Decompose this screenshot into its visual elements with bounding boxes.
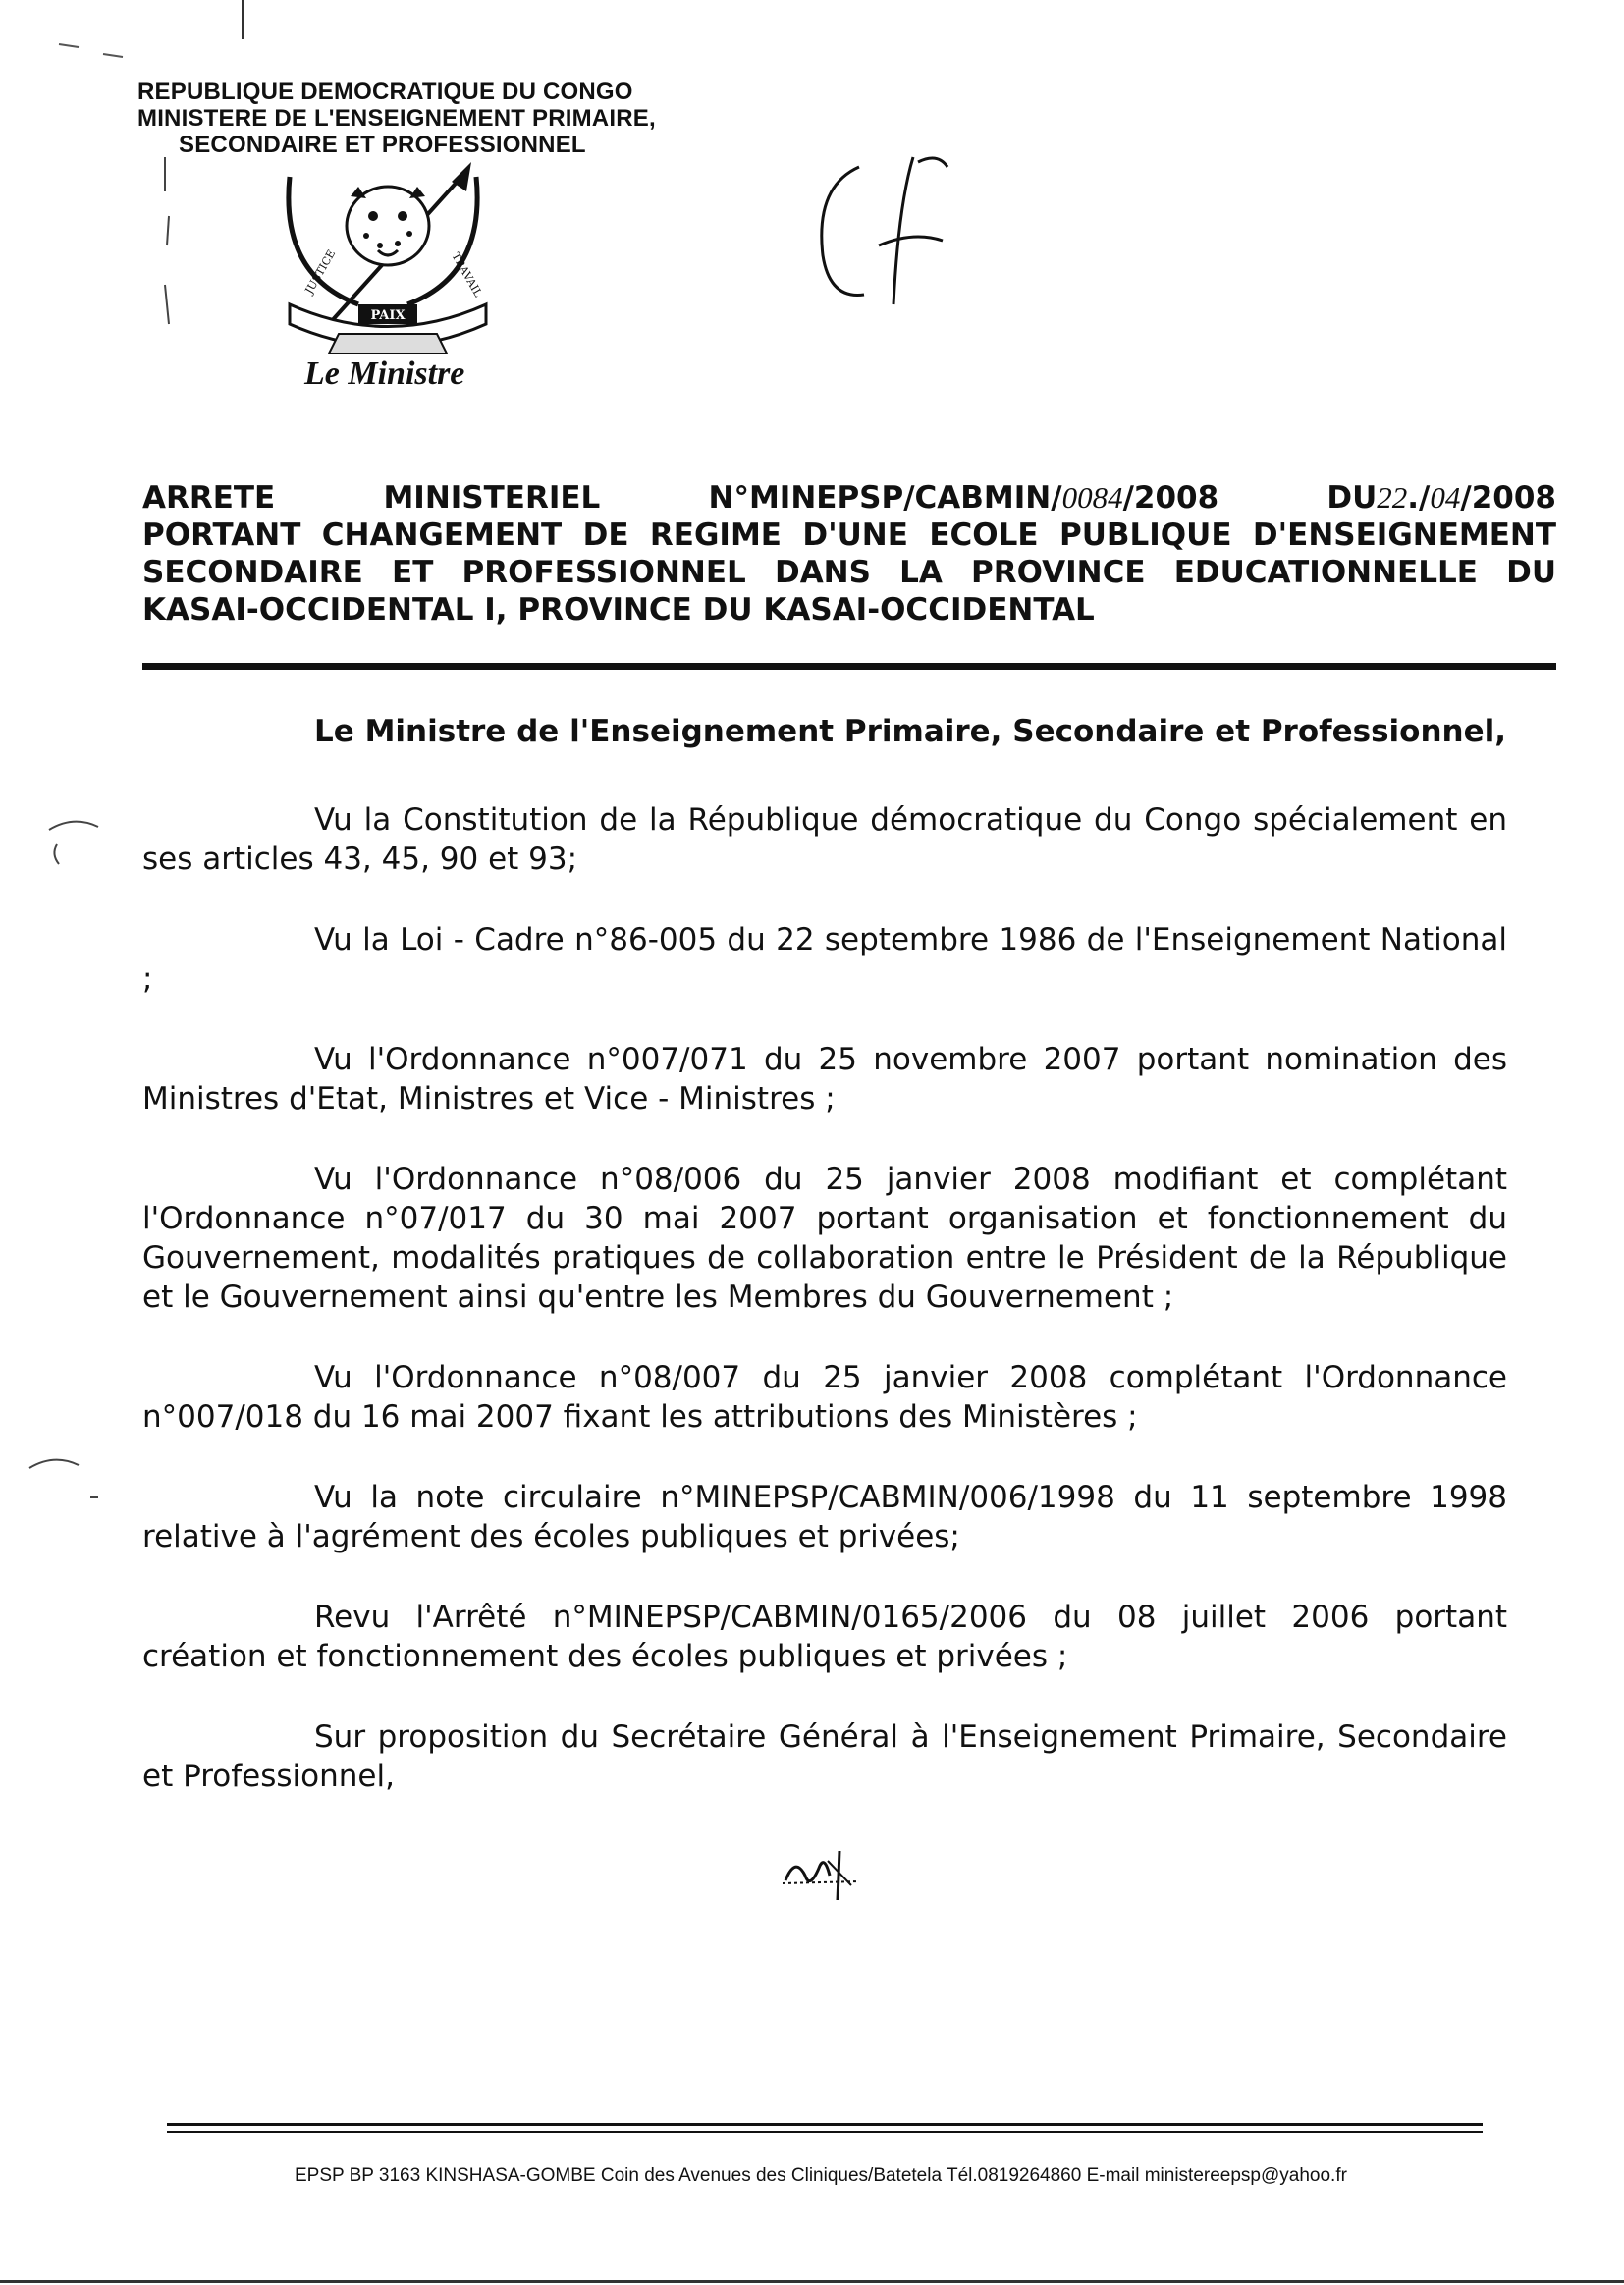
handwritten-initial-mark: [805, 147, 962, 314]
header-ministry-cont: SECONDAIRE ET PROFESSIONNEL: [179, 132, 586, 158]
title-arrete: ARRETE: [142, 480, 276, 516]
paragraph-loi-cadre: Vu la Loi - Cadre n°86-005 du 22 septembre 1986 de l'Enseignement National ;: [142, 922, 1507, 997]
title-ministeriel: MINISTERIEL: [383, 480, 601, 516]
institution-header: [137, 79, 656, 158]
scan-edge-line: [0, 2280, 1624, 2283]
paragraph-ordonnance-007: Vu l'Ordonnance n°08/007 du 25 janvier 2008 complétant l'Ordonnance n°007/018 du 16 mai 2007 fixant les attributions des Ministères ;: [142, 1360, 1507, 1435]
signatory-title: Le Ministre: [304, 355, 465, 392]
decree-title: [142, 479, 1556, 628]
svg-text:JUSTICE: JUSTICE: [302, 247, 339, 297]
title-line-3: SECONDAIRE ET PROFESSIONNEL DANS LA PROVINCE EDUCATIONNELLE DU: [142, 555, 1556, 590]
decree-body: [142, 712, 1507, 1837]
svg-text:TRAVAIL: TRAVAIL: [449, 250, 485, 299]
footer-rule-top: [167, 2123, 1483, 2126]
svg-text:PAIX: PAIX: [370, 308, 406, 323]
decree-date-month: 04: [1430, 480, 1461, 515]
decree-number-handwritten: 0084: [1061, 480, 1123, 515]
decree-number: N°MINEPSP/CABMIN/0084/2008: [708, 480, 1219, 516]
coat-of-arms-icon: [250, 157, 525, 363]
paragraph-ordonnance-071: Vu l'Ordonnance n°007/071 du 25 novembre 2007 portant nomination des Ministres d'Etat, Ministres et Vice - Ministres ;: [142, 1042, 1507, 1116]
paragraph-ordonnance-006: Vu l'Ordonnance n°08/006 du 25 janvier 2008 modifiant et complétant l'Ordonnance n°07/017 du 30 mai 2007 portant organisation et fonctionnement du Gouvernement, modalités pratiques de collaboration entre le Président de la République et le Gouvernement ainsi qu'entre les Membres du Gouvernement ;: [142, 1162, 1507, 1315]
decree-date-day: 22: [1377, 480, 1408, 515]
paragraph-proposition: Sur proposition du Secrétaire Général à l'Enseignement Primaire, Secondaire et Professionnel,: [142, 1719, 1507, 1794]
title-line-4: KASAI-OCCIDENTAL I, PROVINCE DU KASAI-OCCIDENTAL: [142, 592, 1095, 627]
header-ministry: MINISTERE DE L'ENSEIGNEMENT PRIMAIRE,: [137, 105, 656, 132]
paragraph-constitution: Vu la Constitution de la République démocratique du Congo spécialement en ses articles 43, 45, 90 et 93;: [142, 802, 1507, 877]
scan-artifact-marks: [0, 0, 255, 334]
margin-mark: [20, 1453, 98, 1512]
margin-mark: [39, 815, 108, 874]
handwritten-paraph: [781, 1846, 869, 1905]
footer-rule-bottom: [167, 2131, 1483, 2133]
footer-address: EPSP BP 3163 KINSHASA-GOMBE Coin des Avenues des Cliniques/Batetela Tél.0819264860 E-mail ministereepsp@yahoo.fr: [295, 2165, 1347, 2186]
paragraph-note-circulaire: Vu la note circulaire n°MINEPSP/CABMIN/006/1998 du 11 septembre 1998 relative à l'agrément des écoles publiques et privées;: [142, 1480, 1507, 1554]
decree-date: DU22./04/2008: [1326, 480, 1556, 516]
decree-reference-line: [142, 479, 1556, 517]
intro-line: Le Ministre de l'Enseignement Primaire, Secondaire et Professionnel,: [314, 714, 1507, 749]
title-divider: [142, 663, 1556, 670]
paragraph-arrete-0165: Revu l'Arrêté n°MINEPSP/CABMIN/0165/2006 du 08 juillet 2006 portant création et fonctionnement des écoles publiques et privées ;: [142, 1600, 1507, 1674]
title-line-2: PORTANT CHANGEMENT DE REGIME D'UNE ECOLE PUBLIQUE D'ENSEIGNEMENT: [142, 517, 1556, 553]
header-country: REPUBLIQUE DEMOCRATIQUE DU CONGO: [137, 79, 633, 105]
